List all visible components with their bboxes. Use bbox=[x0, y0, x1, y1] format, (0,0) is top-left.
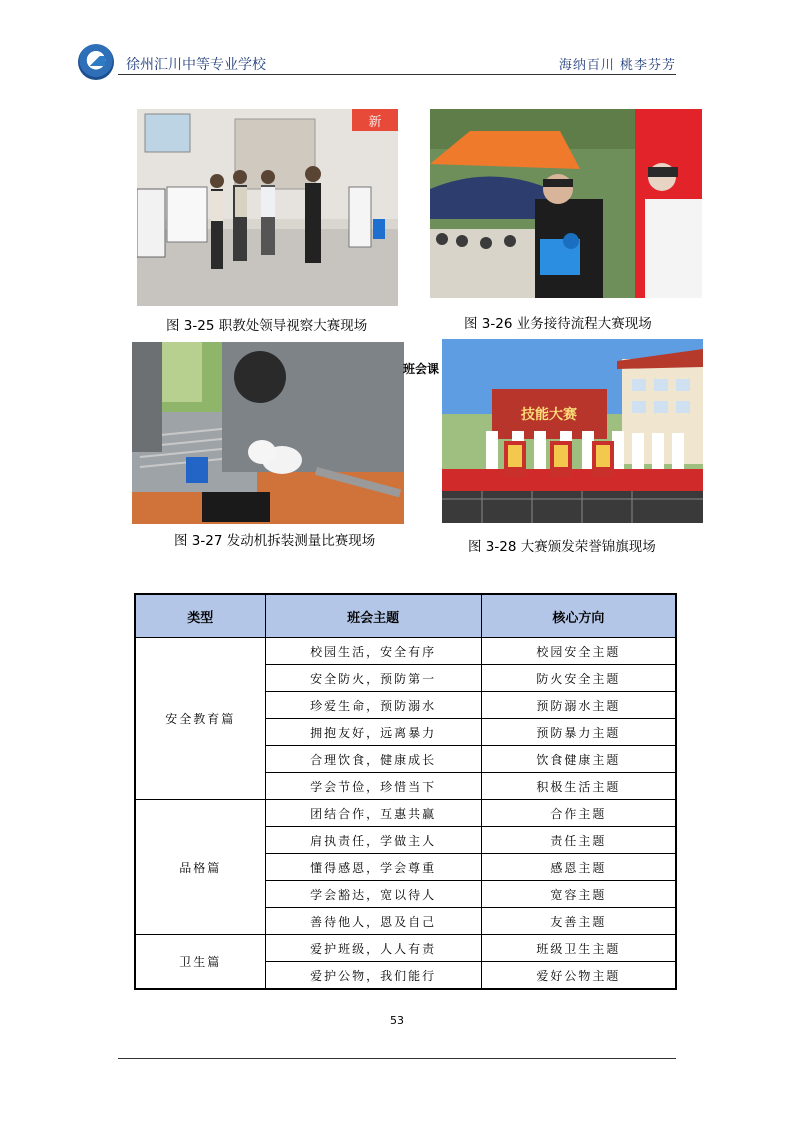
figure-caption-3-26: 图 3-26 业务接待流程大赛现场 bbox=[464, 316, 652, 332]
theme-cell: 合理饮食，健康成长 bbox=[265, 746, 481, 773]
direction-cell: 友善主题 bbox=[481, 908, 676, 935]
direction-cell: 防火安全主题 bbox=[481, 665, 676, 692]
school-emblem-icon bbox=[78, 44, 114, 80]
theme-cell: 懂得感恩，学会尊重 bbox=[265, 854, 481, 881]
header-divider bbox=[118, 74, 676, 75]
theme-cell: 爱护班级，人人有责 bbox=[265, 935, 481, 962]
direction-cell: 预防暴力主题 bbox=[481, 719, 676, 746]
theme-cell: 拥抱友好，远离暴力 bbox=[265, 719, 481, 746]
direction-cell: 班级卫生主题 bbox=[481, 935, 676, 962]
theme-cell: 肩执责任，学做主人 bbox=[265, 827, 481, 854]
photo-reception bbox=[430, 109, 702, 298]
theme-cell: 安全防火，预防第一 bbox=[265, 665, 481, 692]
theme-cell: 学会节俭，珍惜当下 bbox=[265, 773, 481, 800]
photo-engine-assembly bbox=[132, 342, 404, 524]
theme-cell: 善待他人，恩及自己 bbox=[265, 908, 481, 935]
stage-banner-text: 技能大赛 bbox=[521, 407, 577, 423]
theme-cell: 团结合作，互惠共赢 bbox=[265, 800, 481, 827]
category-cell: 安全教育篇 bbox=[135, 638, 265, 800]
theme-cell: 爱护公物，我们能行 bbox=[265, 962, 481, 990]
direction-cell: 饮食健康主题 bbox=[481, 746, 676, 773]
theme-cell: 学会豁达，宽以待人 bbox=[265, 881, 481, 908]
figure-caption-3-25: 图 3-25 职教处领导视察大赛现场 bbox=[166, 318, 368, 334]
overlap-text: 班会课 bbox=[403, 362, 440, 376]
direction-cell: 感恩主题 bbox=[481, 854, 676, 881]
column-header-direction: 核心方向 bbox=[481, 594, 676, 638]
class-meeting-theme-table bbox=[134, 593, 677, 990]
direction-cell: 预防溺水主题 bbox=[481, 692, 676, 719]
page-number: 53 bbox=[390, 1014, 404, 1027]
direction-cell: 宽容主题 bbox=[481, 881, 676, 908]
photo-award-ceremony bbox=[442, 339, 703, 523]
school-name: 徐州汇川中等专业学校 bbox=[126, 57, 266, 73]
column-header-type: 类型 bbox=[135, 594, 265, 638]
table-row bbox=[135, 800, 676, 827]
column-header-theme: 班会主题 bbox=[265, 594, 481, 638]
school-motto: 海纳百川 桃李芬芳 bbox=[558, 58, 676, 73]
figure-caption-3-28: 图 3-28 大赛颁发荣誉锦旗现场 bbox=[468, 539, 656, 555]
theme-cell: 校园生活，安全有序 bbox=[265, 638, 481, 665]
banner-text: 新 bbox=[368, 115, 382, 130]
theme-cell: 珍爱生命，预防溺水 bbox=[265, 692, 481, 719]
category-cell: 品格篇 bbox=[135, 800, 265, 935]
direction-cell: 合作主题 bbox=[481, 800, 676, 827]
footer-divider bbox=[118, 1058, 676, 1059]
category-cell: 卫生篇 bbox=[135, 935, 265, 990]
direction-cell: 积极生活主题 bbox=[481, 773, 676, 800]
direction-cell: 校园安全主题 bbox=[481, 638, 676, 665]
table-header-row bbox=[135, 594, 676, 638]
table-row bbox=[135, 638, 676, 665]
figure-caption-3-27: 图 3-27 发动机拆装测量比赛现场 bbox=[174, 533, 376, 549]
table-row bbox=[135, 935, 676, 962]
photo-inspection bbox=[137, 109, 398, 306]
direction-cell: 爱好公物主题 bbox=[481, 962, 676, 990]
direction-cell: 责任主题 bbox=[481, 827, 676, 854]
